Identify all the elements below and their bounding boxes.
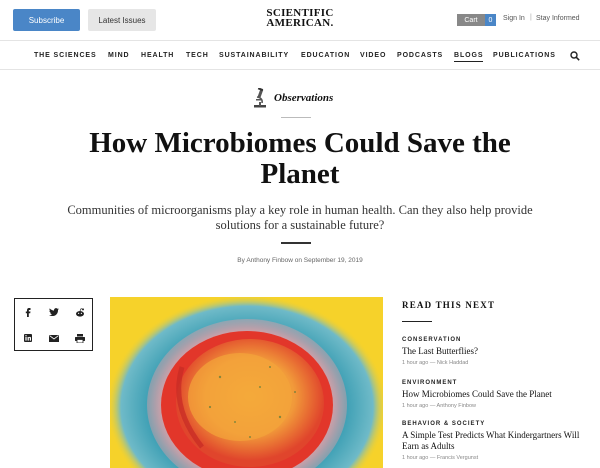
section-divider (281, 117, 311, 118)
top-header (0, 0, 600, 40)
site-logo[interactable] (253, 8, 347, 28)
nav-item-tech[interactable]: TECH (186, 52, 209, 59)
linkedin-icon[interactable] (22, 333, 34, 343)
header-separator: | (530, 14, 532, 21)
read-next-item (402, 421, 592, 461)
share-panel (14, 298, 93, 351)
nav-item-health[interactable]: HEALTH (141, 52, 175, 59)
latest-issues-button[interactable]: Latest Issues (88, 9, 156, 31)
logo-line-1: SCIENTIFIC (266, 7, 334, 19)
read-next-headline[interactable]: How Microbiomes Could Save the Planet (402, 389, 552, 399)
nav-item-video[interactable]: VIDEO (360, 52, 387, 59)
nav-item-publications[interactable]: PUBLICATIONS (493, 52, 556, 59)
microbe-colony-illustration (110, 297, 383, 468)
nav-item-blogs[interactable]: BLOGS (454, 52, 483, 62)
article-headline: How Microbiomes Could Save the Planet (89, 127, 511, 190)
sign-in-link[interactable]: Sign In (503, 15, 525, 22)
print-icon[interactable] (74, 333, 86, 343)
main-nav (0, 40, 600, 70)
read-next-meta: 1 hour ago — Nick Haddad (402, 360, 469, 366)
read-next-category[interactable]: CONSERVATION (402, 337, 462, 343)
logo-line-2: AMERICAN. (266, 17, 334, 29)
cart-count-badge: 0 (485, 14, 496, 26)
nav-item-podcasts[interactable]: PODCASTS (397, 52, 444, 59)
read-next-headline[interactable]: The Last Butterflies? (402, 346, 478, 356)
subscribe-button[interactable]: Subscribe (13, 9, 80, 31)
twitter-icon[interactable] (48, 307, 60, 317)
read-next-divider (402, 321, 432, 322)
cart-label: Cart (457, 14, 485, 26)
section-label[interactable]: Observations (274, 92, 334, 104)
stay-informed-link[interactable]: Stay Informed (536, 15, 580, 22)
nav-item-sustainability[interactable]: SUSTAINABILITY (219, 52, 290, 59)
reddit-icon[interactable] (74, 307, 86, 317)
read-next-category[interactable]: ENVIRONMENT (402, 380, 458, 386)
article-byline: By Anthony Finbow on September 19, 2019 (237, 257, 363, 264)
nav-item-mind[interactable]: MIND (108, 52, 130, 59)
article-dek: Communities of microorganisms play a key role in human health. Can they also help provide solutions for a sustainable future? (67, 203, 533, 232)
read-next-category[interactable]: BEHAVIOR & SOCIETY (402, 421, 486, 427)
facebook-icon[interactable] (22, 307, 34, 317)
email-icon[interactable] (48, 333, 60, 343)
search-icon[interactable] (570, 51, 580, 61)
read-next-meta: 1 hour ago — Francis Vergunst (402, 455, 479, 461)
read-next-headline[interactable]: A Simple Test Predicts What Kindergartners Will Earn as Adults (402, 430, 580, 451)
microscope-icon (253, 88, 267, 108)
nav-item-education[interactable]: EDUCATION (301, 52, 351, 59)
cart-button[interactable] (457, 14, 496, 26)
dek-divider (281, 242, 311, 244)
nav-item-the-sciences[interactable]: THE SCIENCES (34, 52, 97, 59)
hero-image (110, 297, 383, 468)
read-next-title: READ THIS NEXT (402, 300, 496, 310)
read-next-item (402, 337, 592, 366)
read-next-meta: 1 hour ago — Anthony Finbow (402, 403, 476, 409)
read-next-item (402, 380, 592, 409)
